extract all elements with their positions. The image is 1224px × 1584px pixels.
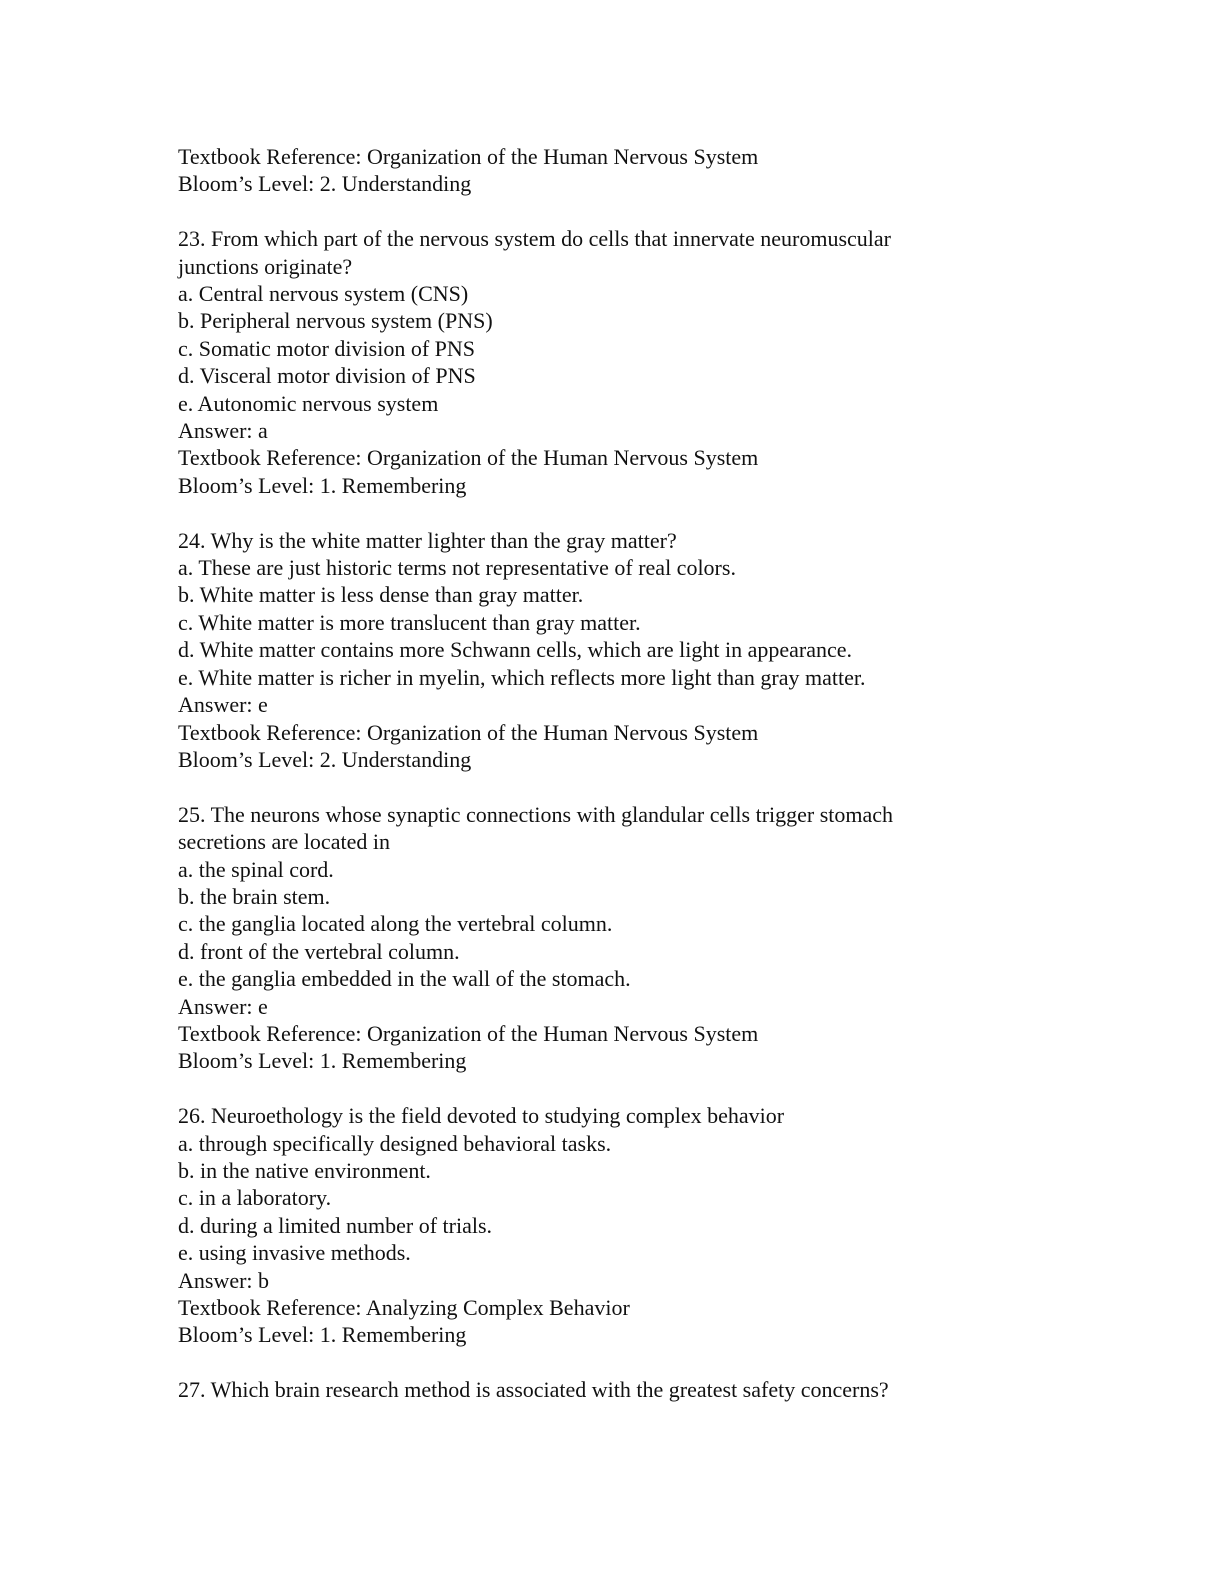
blooms-level: Bloom’s Level: 2. Understanding [178, 746, 472, 772]
answer-key: Answer: e [178, 692, 268, 718]
intro-block [178, 143, 978, 198]
answer-option: d. Visceral motor division of PNS [178, 363, 476, 389]
answer-option: e. Autonomic nervous system [178, 390, 439, 416]
blooms-level: Bloom’s Level: 1. Remembering [178, 1048, 467, 1074]
question-25 [178, 801, 978, 1075]
answer-option: a. the spinal cord. [178, 856, 334, 882]
answer-option: e. using invasive methods. [178, 1240, 411, 1266]
answer-option: d. front of the vertebral column. [178, 938, 460, 964]
textbook-reference: Textbook Reference: Organization of the Human Nervous System [178, 1020, 759, 1046]
answer-option: c. White matter is more translucent than gray matter. [178, 609, 641, 635]
answer-option: b. the brain stem. [178, 883, 331, 909]
answer-key: Answer: a [178, 418, 268, 444]
textbook-reference: Textbook Reference: Organization of the Human Nervous System [178, 144, 759, 169]
answer-option: c. Somatic motor division of PNS [178, 335, 475, 361]
question-23 [178, 225, 978, 499]
answer-option: e. the ganglia embedded in the wall of the stomach. [178, 966, 631, 992]
answer-option: a. Central nervous system (CNS) [178, 281, 469, 307]
answer-option: d. during a limited number of trials. [178, 1212, 493, 1238]
textbook-reference: Textbook Reference: Organization of the Human Nervous System [178, 719, 759, 745]
textbook-reference: Textbook Reference: Organization of the Human Nervous System [178, 445, 759, 471]
answer-option: a. through specifically designed behavioral tasks. [178, 1130, 612, 1156]
blooms-level: Bloom’s Level: 1. Remembering [178, 472, 467, 498]
question-stem: secretions are located in [178, 829, 390, 855]
question-stem: 25. The neurons whose synaptic connections with glandular cells trigger stomach [178, 801, 894, 827]
spacer [178, 499, 978, 526]
textbook-reference: Textbook Reference: Analyzing Complex Behavior [178, 1295, 630, 1320]
spacer [178, 1349, 978, 1376]
document-page [178, 143, 978, 1404]
answer-option: a. These are just historic terms not representative of real colors. [178, 555, 736, 581]
question-24 [178, 527, 978, 774]
blooms-level: Bloom’s Level: 2. Understanding [178, 171, 472, 197]
blooms-level: Bloom’s Level: 1. Remembering [178, 1322, 467, 1348]
answer-option: d. White matter contains more Schwann cells, which are light in appearance. [178, 637, 853, 663]
question-27 [178, 1376, 978, 1403]
question-stem: junctions originate? [178, 253, 353, 279]
question-stem: 26. Neuroethology is the field devoted to studying complex behavior [178, 1103, 785, 1129]
spacer [178, 198, 978, 225]
answer-key: Answer: e [178, 993, 268, 1019]
spacer [178, 773, 978, 800]
answer-option: c. the ganglia located along the vertebral column. [178, 911, 613, 937]
answer-key: Answer: b [178, 1267, 270, 1293]
spacer [178, 1075, 978, 1102]
answer-option: e. White matter is richer in myelin, which reflects more light than gray matter. [178, 664, 866, 690]
question-stem: 24. Why is the white matter lighter than the gray matter? [178, 527, 677, 553]
answer-option: b. Peripheral nervous system (PNS) [178, 308, 493, 334]
question-stem: 27. Which brain research method is associated with the greatest safety concerns? [178, 1377, 889, 1403]
question-26 [178, 1102, 978, 1349]
answer-option: b. in the native environment. [178, 1157, 431, 1183]
answer-option: c. in a laboratory. [178, 1185, 332, 1211]
answer-option: b. White matter is less dense than gray matter. [178, 582, 584, 608]
question-stem: 23. From which part of the nervous system do cells that innervate neuromuscular [178, 226, 891, 252]
